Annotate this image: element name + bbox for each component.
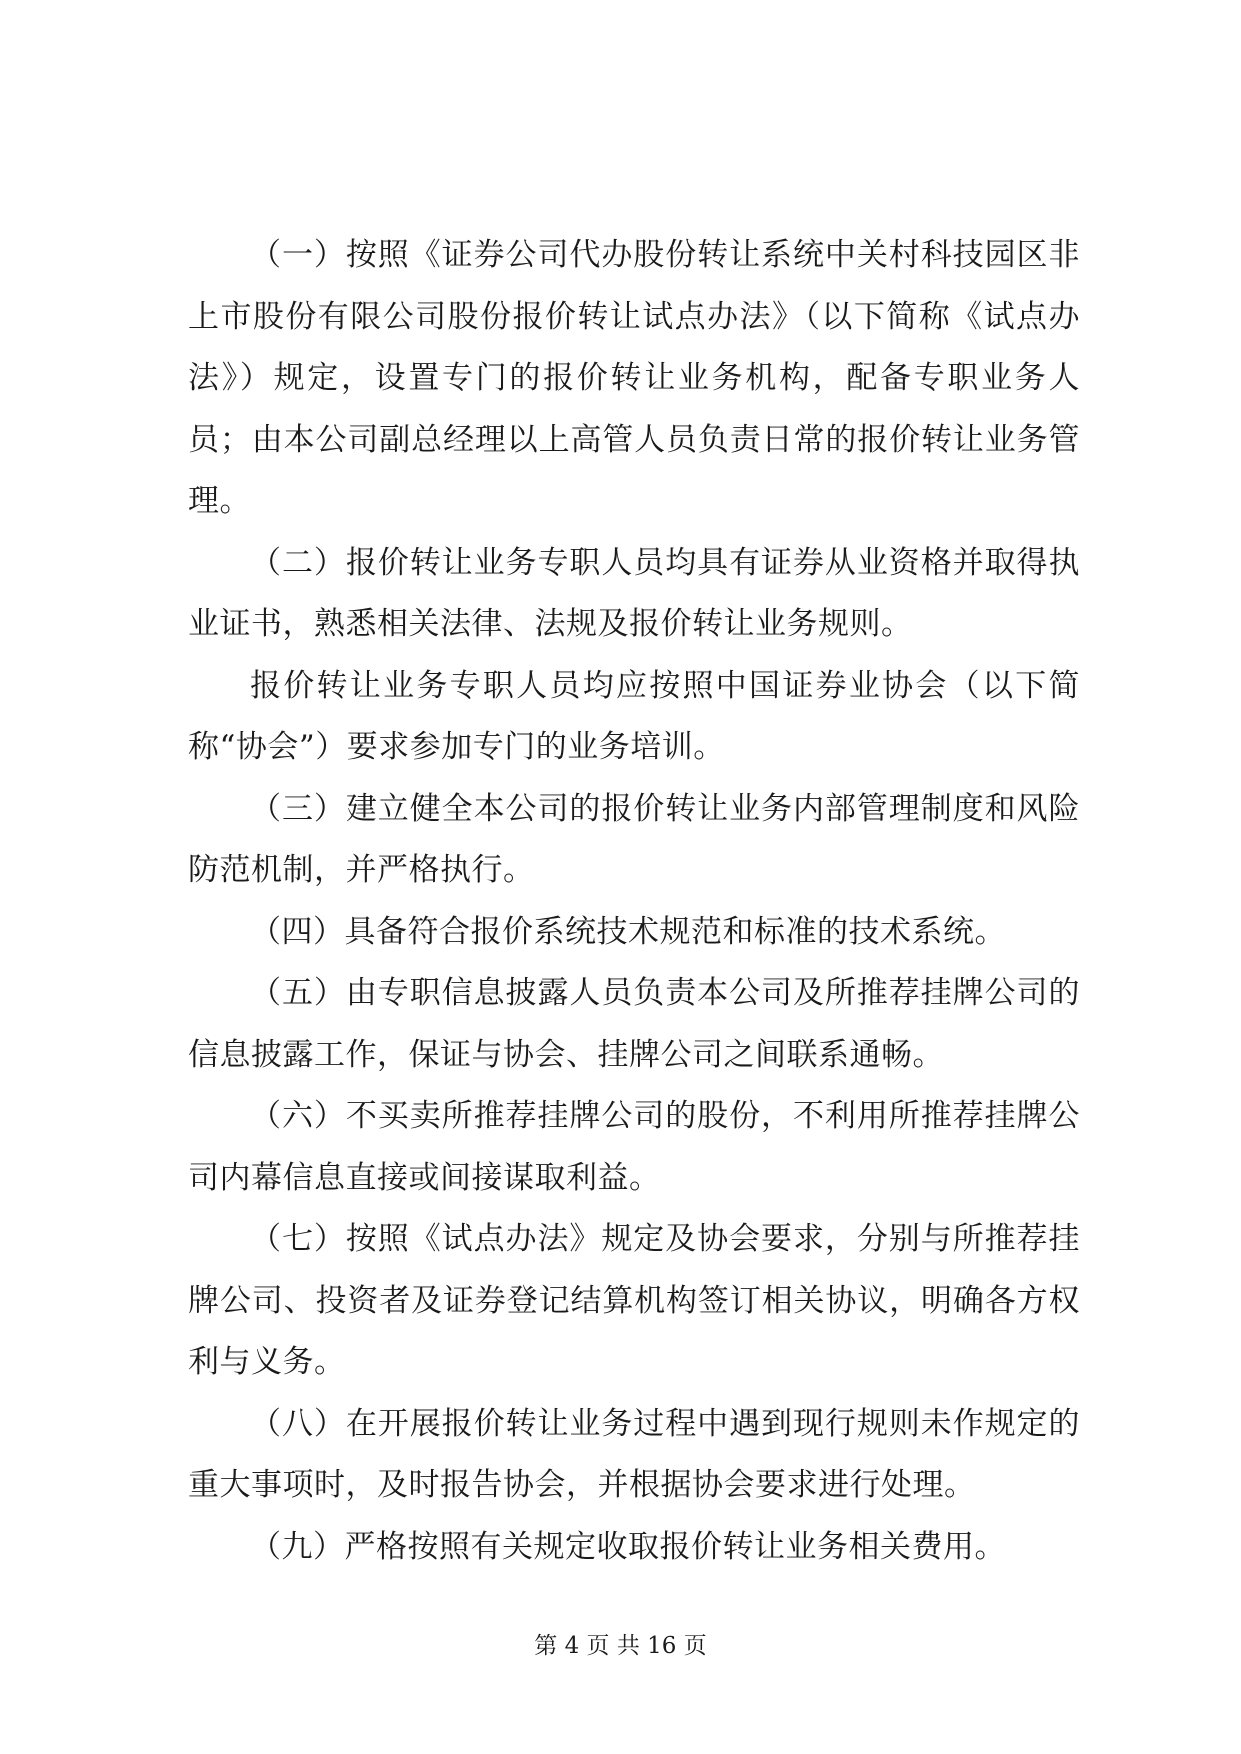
paragraph-7: （六）不买卖所推荐挂牌公司的股份，不利用所推荐挂牌公司内幕信息直接或间接谋取利益。 (188, 1098, 1080, 1196)
paragraph-3: 报价转让业务专职人员均应按照中国证券业协会（以下简称“协会”）要求参加专门的业务培训。 (188, 667, 1080, 765)
paragraph-4: （三）建立健全本公司的报价转让业务内部管理制度和风险防范机制，并严格执行。 (188, 790, 1080, 888)
paragraph-10: （九）严格按照有关规定收取报价转让业务相关费用。 (250, 1528, 1006, 1565)
paragraph-9: （八）在开展报价转让业务过程中遇到现行规则未作规定的重大事项时，及时报告协会，并根据协会要求进行处理。 (188, 1405, 1080, 1503)
page-footer: 第 4 页 共 16 页 (534, 1633, 707, 1659)
paragraph-1: （一）按照《证券公司代办股份转让系统中关村科技园区非上市股份有限公司股份报价转让试点办法》（以下简称《试点办法》）规定，设置专门的报价转让业务机构，配备专职业务人员；由本公司副总经理以上高管人员负责日常的报价转让业务管理。 (188, 237, 1080, 519)
paragraph-5: （四）具备符合报价系统技术规范和标准的技术系统。 (250, 913, 1006, 950)
paragraph-8: （七）按照《试点办法》规定及协会要求，分别与所推荐挂牌公司、投资者及证券登记结算机构签订相关协议，明确各方权利与义务。 (188, 1221, 1080, 1380)
paragraph-2: （二）报价转让业务专职人员均具有证券从业资格并取得执业证书，熟悉相关法律、法规及报价转让业务规则。 (188, 544, 1080, 642)
paragraph-6: （五）由专职信息披露人员负责本公司及所推荐挂牌公司的信息披露工作，保证与协会、挂牌公司之间联系通畅。 (188, 975, 1080, 1073)
body-text (188, 225, 1080, 1578)
